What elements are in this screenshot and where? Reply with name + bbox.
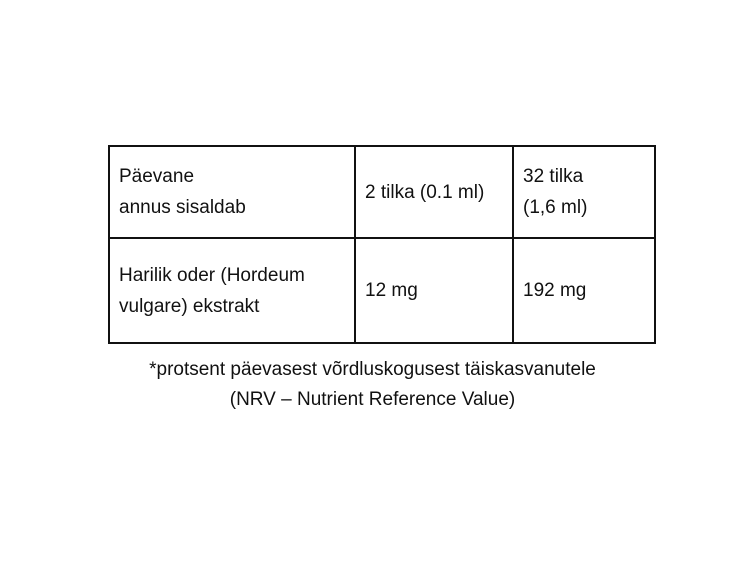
ingredient-name-line2: vulgare) ekstrakt	[119, 295, 260, 317]
ingredient-name-line1: Harilik oder (Hordeum	[119, 264, 305, 286]
supplement-facts-table	[108, 145, 656, 344]
dose-2-drops-header-cell	[355, 146, 513, 238]
dose-32-drops-header-line1: 32 tilka	[523, 166, 584, 187]
dose-32-drops-header-cell	[513, 146, 655, 238]
daily-dose-label-cell	[109, 146, 355, 238]
amount-32-drops: 192 mg	[523, 280, 587, 301]
dose-32-drops-header-line2: (1,6 ml)	[523, 197, 588, 218]
footnote-line1: *protsent päevasest võrdluskogusest täiskasvanutele	[149, 359, 596, 380]
dose-2-drops-header: 2 tilka (0.1 ml)	[365, 181, 485, 203]
nrv-footnote	[0, 355, 745, 415]
daily-dose-label-line2: annus sisaldab	[119, 197, 246, 218]
amount-32-drops-cell	[513, 238, 655, 343]
table-header-row	[109, 146, 655, 238]
amount-2-drops: 12 mg	[365, 280, 418, 301]
daily-dose-label-line1: Päevane	[119, 166, 195, 187]
table-row	[109, 238, 655, 343]
amount-2-drops-cell	[355, 238, 513, 343]
ingredient-name-cell	[109, 238, 355, 343]
footnote-line2: (NRV – Nutrient Reference Value)	[229, 389, 516, 410]
